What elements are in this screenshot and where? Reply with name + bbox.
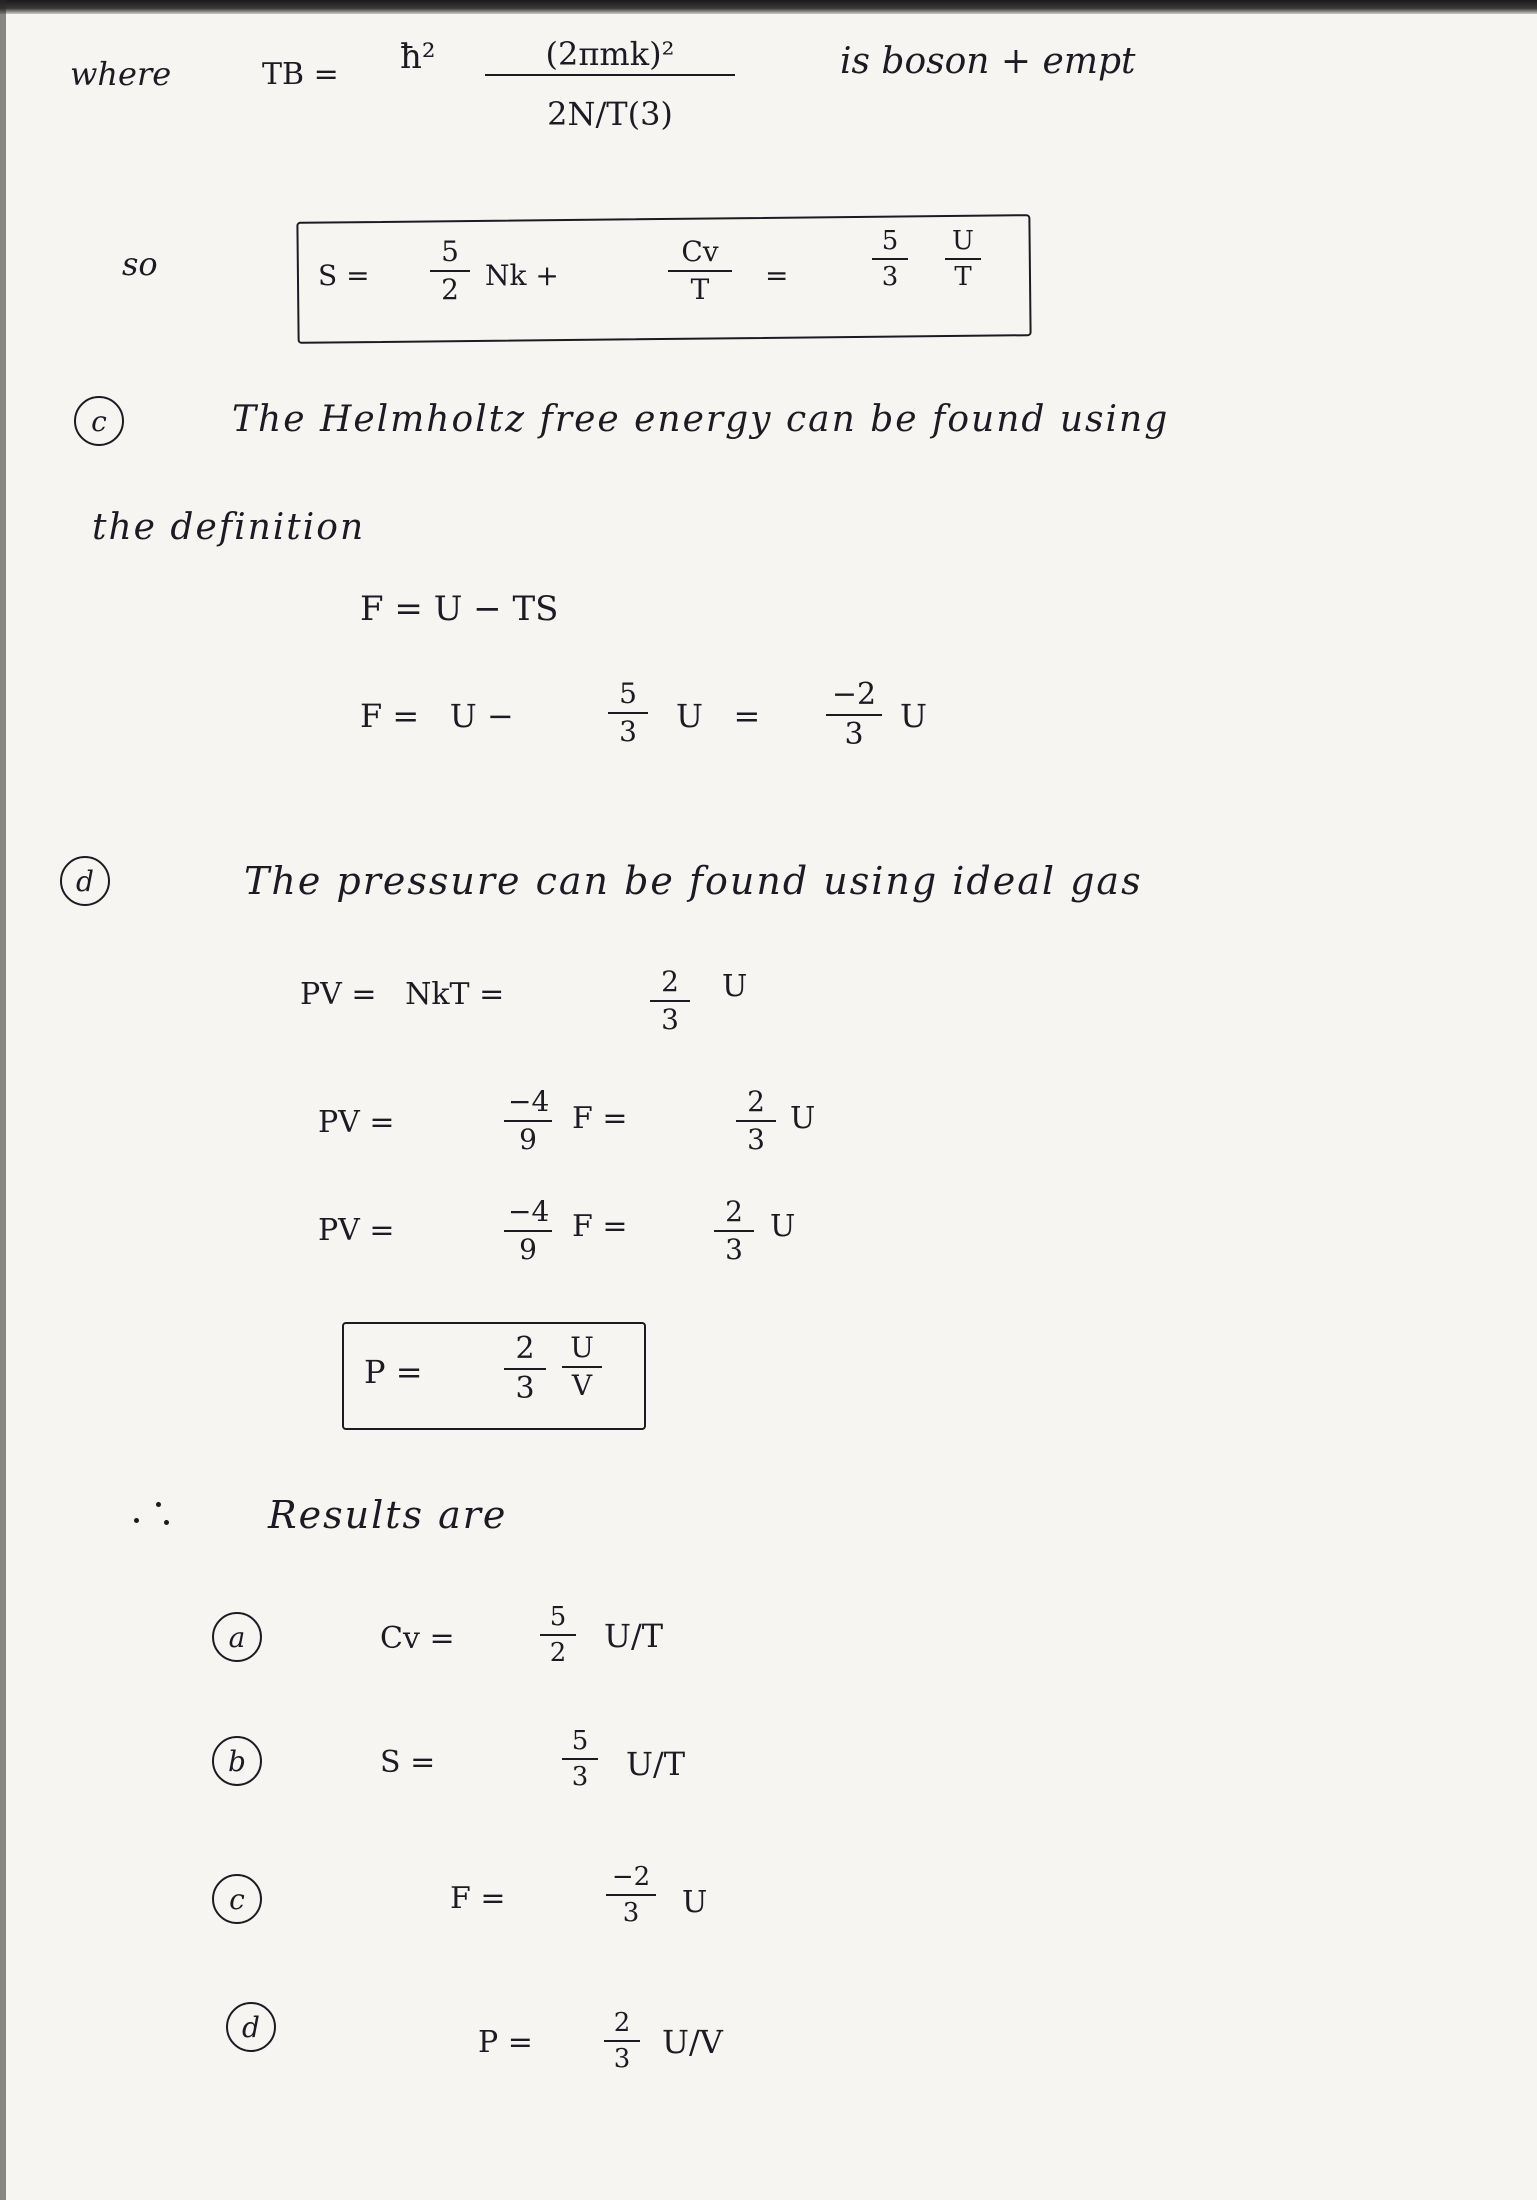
result-c-frac bbox=[606, 1864, 656, 1926]
entropy-eq: = bbox=[765, 259, 789, 292]
part-c-eq2-c: U = bbox=[676, 697, 761, 735]
entropy-frac-num: U bbox=[952, 226, 974, 256]
part-d-line1: The pressure can be found using ideal gas bbox=[244, 859, 1143, 903]
entropy-frac-5-3 bbox=[872, 228, 908, 290]
tb-fraction bbox=[485, 35, 735, 133]
scan-edge-top bbox=[0, 0, 1537, 14]
result-a-lhs: Cv = bbox=[380, 1621, 455, 1656]
entropy-frac-num: Cv bbox=[681, 235, 719, 268]
boson-note: is boson + empt bbox=[840, 41, 1136, 82]
pv-frac-num: 2 bbox=[725, 1195, 743, 1228]
entropy-frac-den: T bbox=[668, 270, 732, 304]
result-c-rhs: U bbox=[682, 1885, 708, 1920]
result-c-lhs: F = bbox=[450, 1881, 506, 1916]
pv-line3-frac-2-3 bbox=[714, 1195, 754, 1266]
pv-line3-mid: F = bbox=[572, 1209, 628, 1244]
entropy-frac-num: 5 bbox=[441, 235, 459, 268]
pv-frac-num: −4 bbox=[508, 1195, 550, 1228]
entropy-frac-den: 3 bbox=[872, 258, 908, 290]
pv-line3-frac-neg4-9 bbox=[504, 1195, 552, 1266]
pressure-boxed-frac-u-v bbox=[562, 1331, 602, 1402]
part-c-frac-den: 3 bbox=[826, 714, 882, 750]
part-c-eq1: F = U − TS bbox=[360, 589, 559, 629]
result-frac-den: 3 bbox=[562, 1758, 598, 1790]
word-where: where bbox=[70, 55, 172, 93]
part-c-line2: the definition bbox=[92, 507, 366, 548]
part-c-frac-5-3 bbox=[608, 677, 648, 748]
part-c-frac-num: 5 bbox=[619, 677, 637, 710]
entropy-frac-5-2 bbox=[430, 235, 470, 306]
pressure-boxed-lhs: P = bbox=[364, 1353, 423, 1391]
result-frac-num: −2 bbox=[611, 1862, 651, 1892]
pv-frac-num: 2 bbox=[661, 965, 679, 998]
entropy-frac-cv-t bbox=[668, 235, 732, 306]
therefore-symbol bbox=[134, 1500, 174, 1530]
part-c-eq2-a: F = U − bbox=[360, 697, 514, 735]
scan-edge-left bbox=[0, 0, 6, 2200]
part-c-frac-den: 3 bbox=[608, 712, 648, 746]
pressure-frac-num: 2 bbox=[515, 1331, 535, 1366]
part-c-line1: The Helmholtz free energy can be found using bbox=[232, 399, 1170, 440]
result-frac-num: 5 bbox=[571, 1726, 589, 1756]
entropy-frac-num: 5 bbox=[881, 226, 899, 256]
result-frac-num: 2 bbox=[613, 2008, 631, 2038]
tb-label: TB = bbox=[262, 57, 339, 92]
result-b-rhs: U/T bbox=[626, 1745, 686, 1783]
part-c-label: c bbox=[74, 396, 124, 446]
entropy-frac-den: T bbox=[945, 258, 981, 290]
pv-line2-frac-neg4-9 bbox=[504, 1085, 552, 1156]
pv-frac-num: 2 bbox=[747, 1085, 765, 1118]
pv-line3-rhs: U bbox=[770, 1209, 796, 1244]
result-a-label: a bbox=[212, 1612, 262, 1662]
pv-line2-lhs: PV = bbox=[318, 1105, 395, 1140]
part-d-label: d bbox=[60, 856, 110, 906]
pressure-boxed-frac-2-3 bbox=[504, 1331, 546, 1406]
part-c-frac-num: −2 bbox=[831, 677, 877, 712]
result-b-frac bbox=[562, 1728, 598, 1790]
result-frac-den: 3 bbox=[606, 1894, 656, 1926]
result-d-label: d bbox=[226, 2002, 276, 2052]
pv-line3-lhs: PV = bbox=[318, 1213, 395, 1248]
result-a-rhs: U/T bbox=[604, 1617, 664, 1655]
entropy-frac-u-t bbox=[945, 228, 981, 290]
pv-frac-num: −4 bbox=[508, 1085, 550, 1118]
part-c-frac-neg2-3 bbox=[826, 677, 882, 752]
pv-frac-den: 9 bbox=[504, 1120, 552, 1154]
pressure-frac-num: U bbox=[570, 1331, 594, 1364]
pv-line2-mid: F = bbox=[572, 1101, 628, 1136]
entropy-frac-den: 2 bbox=[430, 270, 470, 304]
pressure-frac-den: 3 bbox=[504, 1368, 546, 1404]
word-so: so bbox=[122, 245, 158, 283]
pv-frac-den: 3 bbox=[714, 1230, 754, 1264]
result-d-frac bbox=[604, 2010, 640, 2072]
entropy-lhs: S = bbox=[318, 259, 370, 292]
tb-denominator: 2N/T(3) bbox=[485, 74, 735, 130]
result-c-label: c bbox=[212, 1874, 262, 1924]
pv-line1-rhs: U bbox=[722, 969, 748, 1004]
results-heading: Results are bbox=[268, 1493, 508, 1537]
entropy-nk: Nk + bbox=[485, 259, 559, 292]
pv-frac-den: 9 bbox=[504, 1230, 552, 1264]
entropy-box bbox=[296, 214, 1031, 344]
pv-frac-den: 3 bbox=[736, 1120, 776, 1154]
pressure-frac-den: V bbox=[562, 1366, 602, 1400]
part-c-eq2-e: U bbox=[900, 697, 927, 735]
pv-frac-den: 3 bbox=[650, 1000, 690, 1034]
hbar-squared: ħ² bbox=[400, 37, 436, 77]
result-frac-den: 3 bbox=[604, 2040, 640, 2072]
result-d-lhs: P = bbox=[478, 2025, 533, 2060]
result-frac-den: 2 bbox=[540, 1634, 576, 1666]
result-a-frac bbox=[540, 1604, 576, 1666]
result-b-lhs: S = bbox=[380, 1745, 436, 1780]
pv-line1-frac bbox=[650, 965, 690, 1036]
result-d-rhs: U/V bbox=[662, 2023, 723, 2061]
result-frac-num: 5 bbox=[549, 1602, 567, 1632]
result-b-label: b bbox=[212, 1736, 262, 1786]
pv-line2-frac-2-3 bbox=[736, 1085, 776, 1156]
tb-numerator: (2πmk)² bbox=[545, 35, 675, 73]
pv-line2-rhs: U bbox=[790, 1101, 816, 1136]
pv-line1-lhs: PV = NkT = bbox=[300, 977, 505, 1012]
